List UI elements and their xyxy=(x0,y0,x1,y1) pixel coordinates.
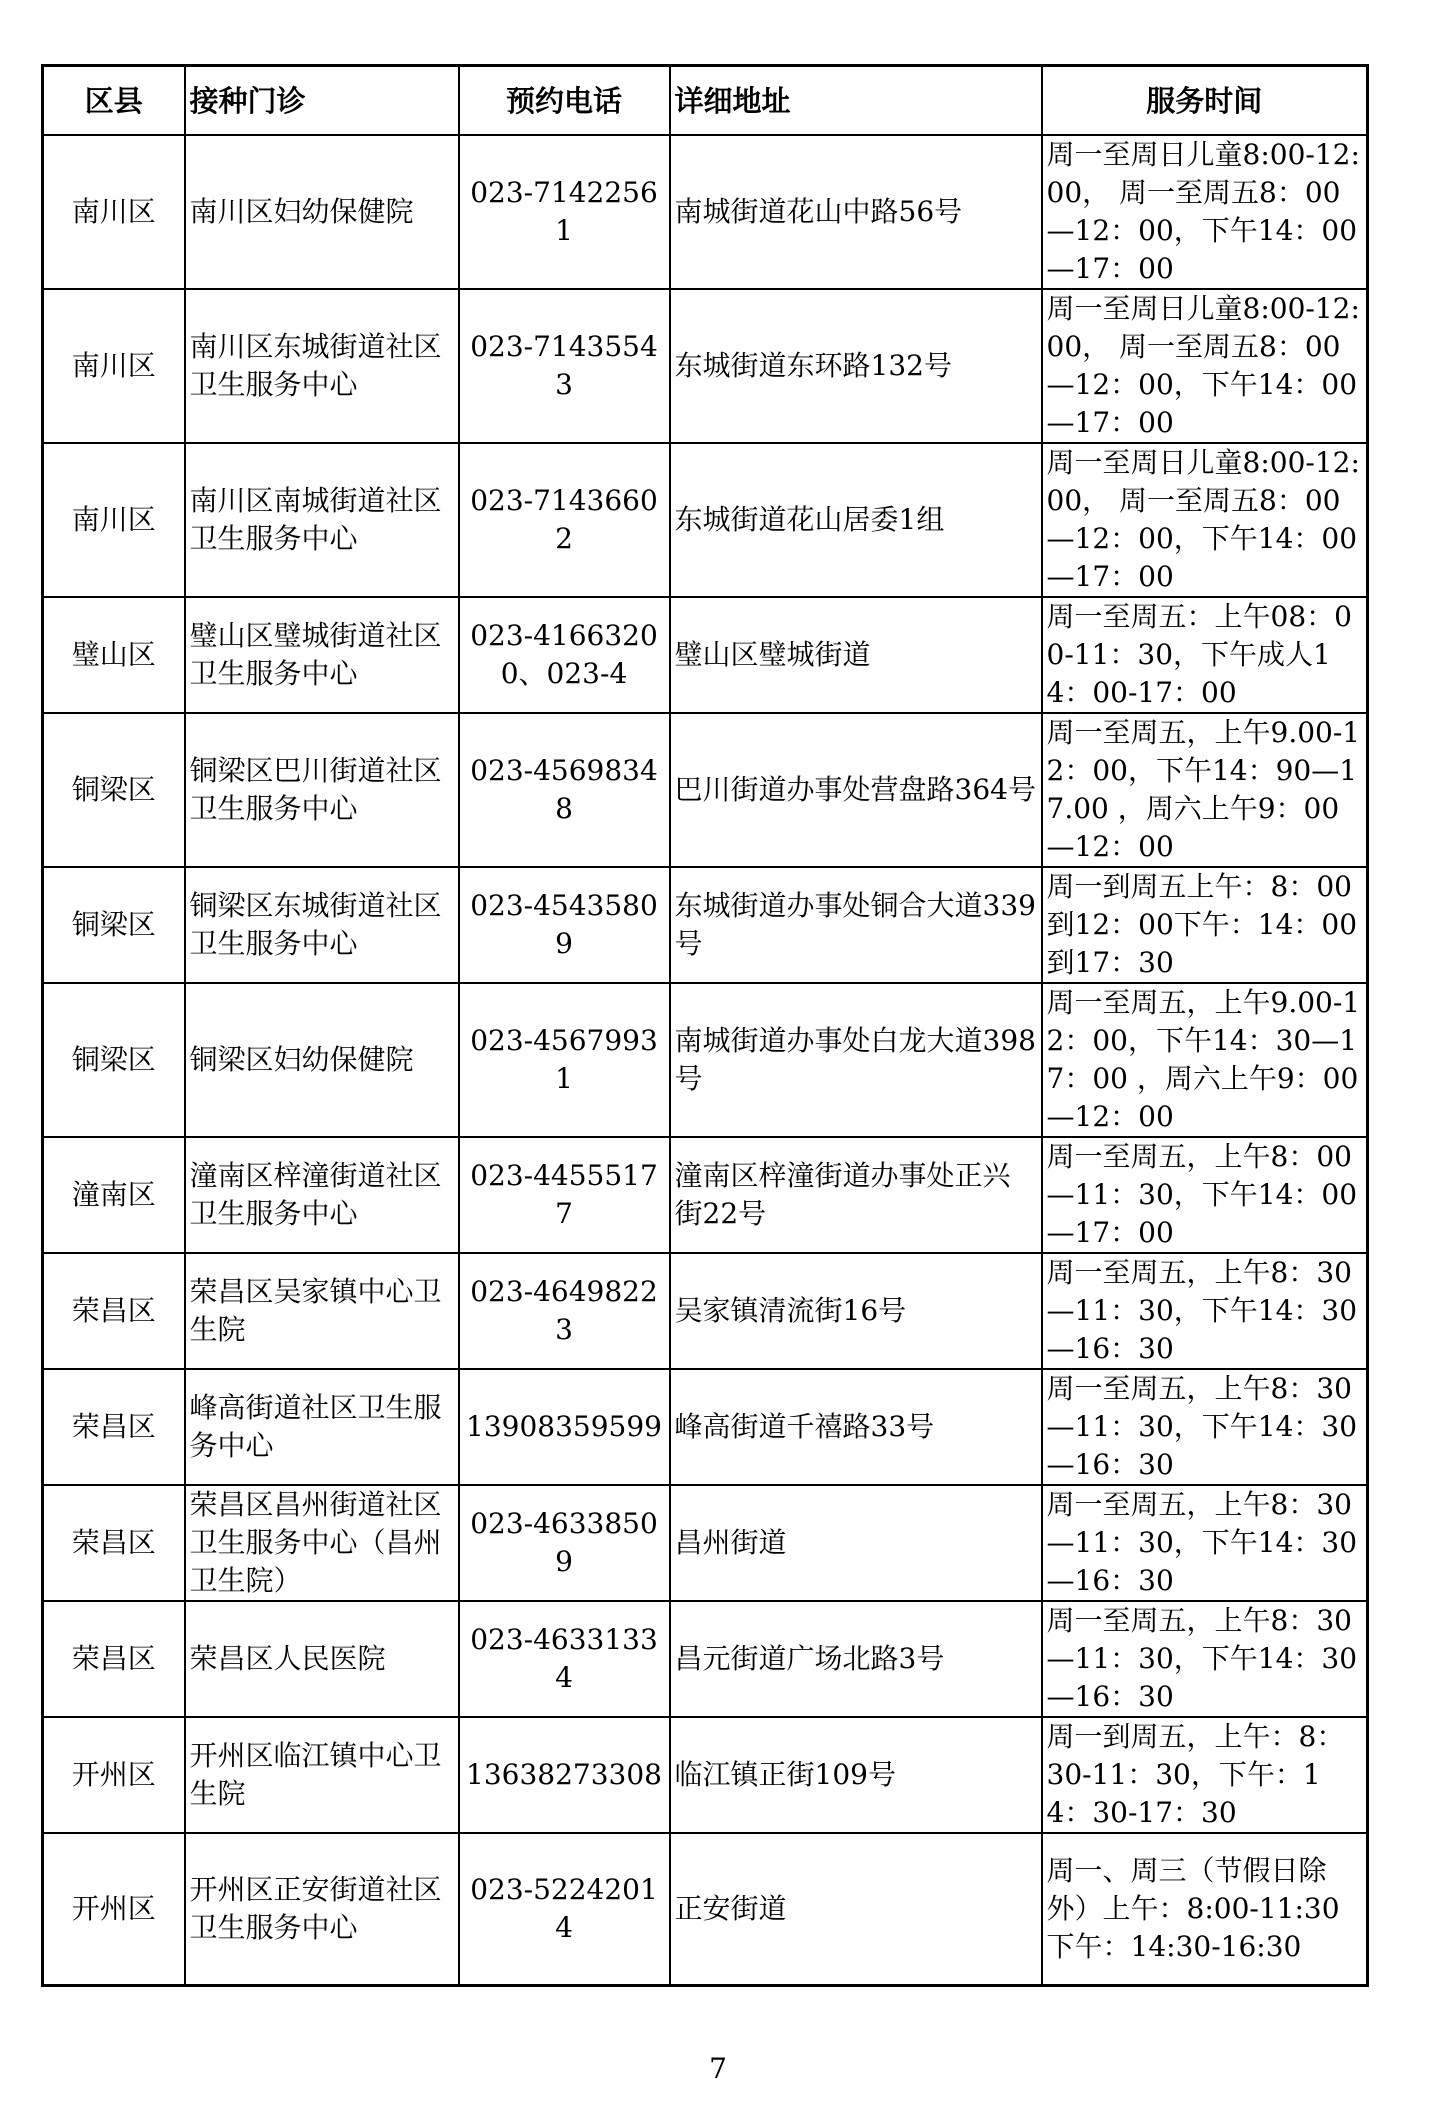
phone-cell: 023-45435809 xyxy=(459,867,670,983)
table-row xyxy=(43,289,1368,443)
table-row xyxy=(43,1137,1368,1253)
clinic-cell: 荣昌区吴家镇中心卫生院 xyxy=(185,1253,459,1369)
district-cell: 南川区 xyxy=(43,443,185,597)
phone-cell: 023-46331334 xyxy=(459,1601,670,1717)
table-row xyxy=(43,1601,1368,1717)
address-cell: 峰高街道千禧路33号 xyxy=(670,1369,1042,1485)
address-cell: 昌元街道广场北路3号 xyxy=(670,1601,1042,1717)
table-header-row xyxy=(43,66,1368,136)
address-cell: 巴川街道办事处营盘路364号 xyxy=(670,713,1042,867)
district-cell: 铜梁区 xyxy=(43,983,185,1137)
hours-cell: 周一、周三（节假日除外）上午：8:00-11:30下午：14:30-16:30 xyxy=(1042,1833,1368,1985)
district-cell: 南川区 xyxy=(43,289,185,443)
hours-cell: 周一至周日儿童8:00-12:00， 周一至周五8：00—12：00，下午14：00—17：00 xyxy=(1042,289,1368,443)
header-hours: 服务时间 xyxy=(1042,66,1368,136)
phone-cell: 023-41663200、023-4 xyxy=(459,597,670,713)
phone-cell: 13908359599 xyxy=(459,1369,670,1485)
clinic-cell: 开州区临江镇中心卫生院 xyxy=(185,1717,459,1833)
hours-cell: 周一至周日儿童8:00-12:00， 周一至周五8：00—12：00，下午14：00—17：00 xyxy=(1042,135,1368,289)
hours-cell: 周一至周五，上午9.00-12：00，下午14：30—17：00 ，周六上午9：00—12：00 xyxy=(1042,983,1368,1137)
district-cell: 荣昌区 xyxy=(43,1601,185,1717)
table-row xyxy=(43,1833,1368,1985)
header-district: 区县 xyxy=(43,66,185,136)
phone-cell: 023-71435543 xyxy=(459,289,670,443)
phone-cell: 023-46338509 xyxy=(459,1485,670,1601)
clinic-cell: 峰高街道社区卫生服务中心 xyxy=(185,1369,459,1485)
district-cell: 荣昌区 xyxy=(43,1485,185,1601)
clinic-cell: 潼南区梓潼街道社区卫生服务中心 xyxy=(185,1137,459,1253)
address-cell: 璧山区璧城街道 xyxy=(670,597,1042,713)
hours-cell: 周一至周五，上午9.00-12：00，下午14：90—17.00 ，周六上午9：00—12：00 xyxy=(1042,713,1368,867)
address-cell: 南城街道办事处白龙大道398号 xyxy=(670,983,1042,1137)
page-number: 7 xyxy=(709,2052,727,2085)
phone-cell: 023-45698348 xyxy=(459,713,670,867)
table-row xyxy=(43,597,1368,713)
district-cell: 铜梁区 xyxy=(43,867,185,983)
clinic-cell: 南川区妇幼保健院 xyxy=(185,135,459,289)
hours-cell: 周一至周五，上午8：30—11：30，下午14：30—16：30 xyxy=(1042,1253,1368,1369)
district-cell: 南川区 xyxy=(43,135,185,289)
hours-cell: 周一到周五上午：8：00到12：00下午：14：00到17：30 xyxy=(1042,867,1368,983)
clinic-cell: 南川区东城街道社区卫生服务中心 xyxy=(185,289,459,443)
table-row xyxy=(43,1717,1368,1833)
clinic-cell: 铜梁区巴川街道社区卫生服务中心 xyxy=(185,713,459,867)
address-cell: 东城街道东环路132号 xyxy=(670,289,1042,443)
district-cell: 荣昌区 xyxy=(43,1369,185,1485)
clinic-cell: 荣昌区人民医院 xyxy=(185,1601,459,1717)
district-cell: 开州区 xyxy=(43,1717,185,1833)
table-row xyxy=(43,983,1368,1137)
table-row xyxy=(43,713,1368,867)
phone-cell: 023-52242014 xyxy=(459,1833,670,1985)
address-cell: 吴家镇清流街16号 xyxy=(670,1253,1042,1369)
phone-cell: 023-71422561 xyxy=(459,135,670,289)
table-row xyxy=(43,1369,1368,1485)
hours-cell: 周一至周五，上午8：30—11：30，下午14：30—16：30 xyxy=(1042,1369,1368,1485)
table-row xyxy=(43,1253,1368,1369)
phone-cell: 13638273308 xyxy=(459,1717,670,1833)
phone-cell: 023-71436602 xyxy=(459,443,670,597)
phone-cell: 023-45679931 xyxy=(459,983,670,1137)
table-row xyxy=(43,135,1368,289)
address-cell: 正安街道 xyxy=(670,1833,1042,1985)
hours-cell: 周一到周五，上午：8：30-11：30，下午：14：30-17：30 xyxy=(1042,1717,1368,1833)
header-phone: 预约电话 xyxy=(459,66,670,136)
district-cell: 荣昌区 xyxy=(43,1253,185,1369)
header-address: 详细地址 xyxy=(670,66,1042,136)
hours-cell: 周一至周五：上午08：00-11：30，下午成人14：00-17：00 xyxy=(1042,597,1368,713)
district-cell: 开州区 xyxy=(43,1833,185,1985)
clinic-cell: 荣昌区昌州街道社区卫生服务中心（昌州卫生院） xyxy=(185,1485,459,1601)
district-cell: 潼南区 xyxy=(43,1137,185,1253)
table-row xyxy=(43,867,1368,983)
phone-cell: 023-44555177 xyxy=(459,1137,670,1253)
address-cell: 东城街道花山居委1组 xyxy=(670,443,1042,597)
district-cell: 璧山区 xyxy=(43,597,185,713)
clinic-cell: 开州区正安街道社区卫生服务中心 xyxy=(185,1833,459,1985)
clinic-cell: 铜梁区妇幼保健院 xyxy=(185,983,459,1137)
hours-cell: 周一至周日儿童8:00-12:00， 周一至周五8：00—12：00，下午14：00—17：00 xyxy=(1042,443,1368,597)
phone-cell: 023-46498223 xyxy=(459,1253,670,1369)
address-cell: 南城街道花山中路56号 xyxy=(670,135,1042,289)
address-cell: 昌州街道 xyxy=(670,1485,1042,1601)
address-cell: 东城街道办事处铜合大道339号 xyxy=(670,867,1042,983)
table-row xyxy=(43,443,1368,597)
hours-cell: 周一至周五，上午8：30—11：30，下午14：30—16：30 xyxy=(1042,1601,1368,1717)
header-clinic: 接种门诊 xyxy=(185,66,459,136)
clinic-cell: 璧山区璧城街道社区卫生服务中心 xyxy=(185,597,459,713)
address-cell: 潼南区梓潼街道办事处正兴街22号 xyxy=(670,1137,1042,1253)
table-row xyxy=(43,1485,1368,1601)
clinic-cell: 铜梁区东城街道社区卫生服务中心 xyxy=(185,867,459,983)
table-body xyxy=(43,135,1368,1985)
address-cell: 临江镇正街109号 xyxy=(670,1717,1042,1833)
clinic-cell: 南川区南城街道社区卫生服务中心 xyxy=(185,443,459,597)
district-cell: 铜梁区 xyxy=(43,713,185,867)
vaccination-clinic-table xyxy=(41,64,1369,1987)
hours-cell: 周一至周五，上午8：30—11：30，下午14：30—16：30 xyxy=(1042,1485,1368,1601)
hours-cell: 周一至周五，上午8：00—11：30，下午14：00—17：00 xyxy=(1042,1137,1368,1253)
